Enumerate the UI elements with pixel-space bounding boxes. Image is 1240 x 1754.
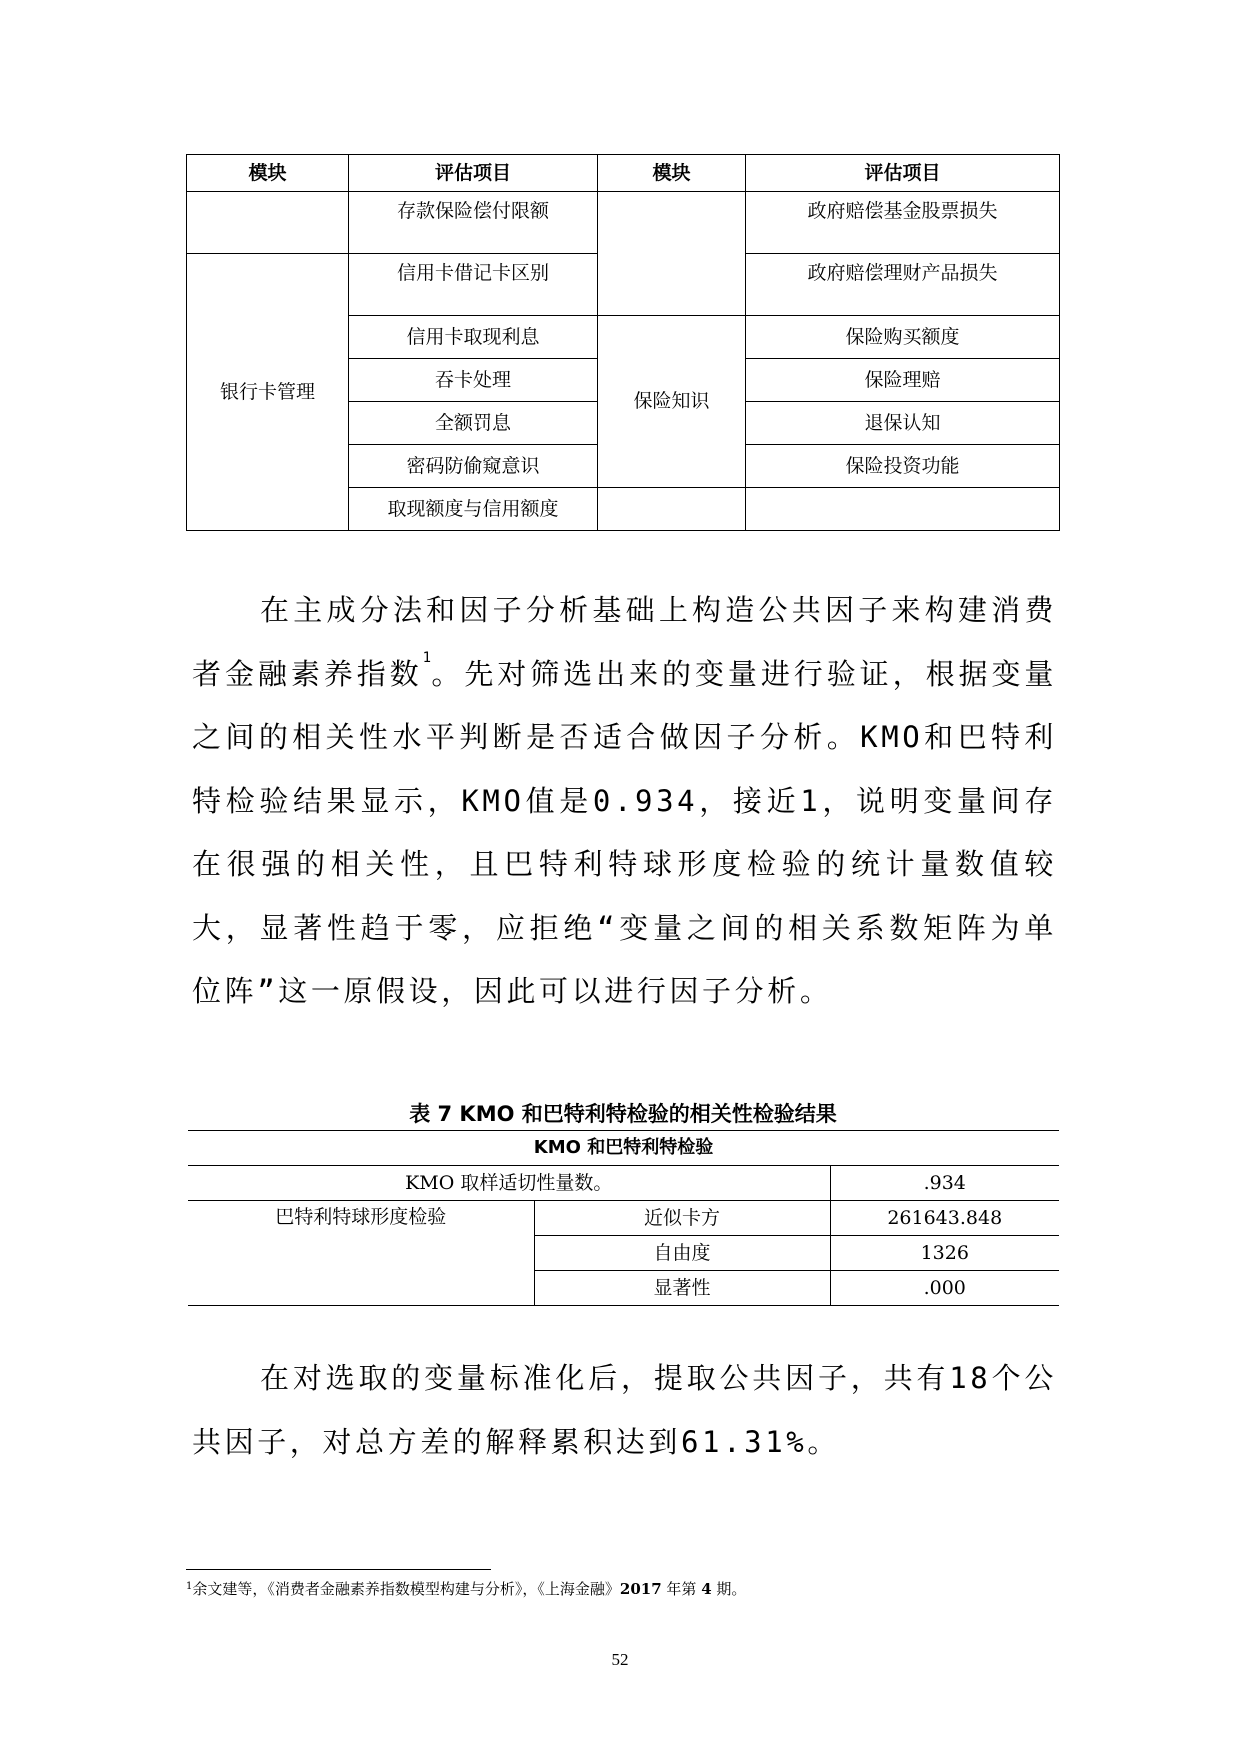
paragraph-text: 。先对筛选出来的变量进行验证，根据变量之间的相关性水平判断是否适合做因子分析。KMO和巴特利特检验结果显示，KMO值是0.934，接近1，说明变量间存在很强的相关性，且巴特利特球形度检验的统计量数值较大，显著性趋于零，应拒绝“变量之间的相关系数矩阵为单位阵”这一原假设，因此可以进行因子分析。 [192, 656, 1058, 1008]
item-cell: 全额罚息 [349, 402, 598, 445]
item-cell: 密码防偷窥意识 [349, 445, 598, 488]
kmo-bartlett-table [188, 1130, 1059, 1306]
module-cell [598, 192, 746, 316]
table-row [188, 1201, 1059, 1236]
module-cell [187, 192, 349, 254]
module-cell [598, 488, 746, 531]
assessment-items-table [186, 154, 1060, 531]
module-cell-bank-card: 银行卡管理 [187, 254, 349, 531]
table-row [188, 1166, 1059, 1201]
table-header-row [187, 155, 1060, 192]
kmo-value-cell: .934 [830, 1166, 1059, 1201]
header-item-1: 评估项目 [349, 155, 598, 192]
item-cell: 保险理赔 [746, 359, 1060, 402]
footnote-reference: 1 [422, 649, 432, 666]
table-header-row [188, 1131, 1059, 1166]
kmo-label-cell: KMO 取样适切性量数。 [188, 1166, 830, 1201]
item-cell: 信用卡取现利息 [349, 316, 598, 359]
item-cell: 保险投资功能 [746, 445, 1060, 488]
bartlett-label-cell: 巴特利特球形度检验 [188, 1201, 534, 1306]
paragraph-text: 在主成分法和因子分析基础上构造公共因子来构建消费者金融素养指数 [192, 593, 1057, 691]
body-paragraph-2: 在对选取的变量标准化后，提取公共因子，共有18个公共因子，对总方差的解释累积达到61.31%。 [192, 1361, 1057, 1459]
stat-value-cell: 261643.848 [830, 1201, 1059, 1236]
footnote-divider [186, 1569, 491, 1570]
item-cell: 信用卡借记卡区别 [349, 254, 598, 316]
item-cell: 取现额度与信用额度 [349, 488, 598, 531]
item-cell: 退保认知 [746, 402, 1060, 445]
item-cell: 政府赔偿理财产品损失 [746, 254, 1060, 316]
stat-label-cell: 显著性 [534, 1271, 830, 1306]
body-paragraph-1 [192, 579, 1057, 1024]
stat-value-cell: .000 [830, 1271, 1059, 1306]
item-cell: 存款保险偿付限额 [349, 192, 598, 254]
table-caption: 表 7 KMO 和巴特利特检验的相关性检验结果 [409, 1102, 837, 1126]
footnote-text: 年第 [661, 1580, 702, 1598]
table-header: KMO 和巴特利特检验 [188, 1131, 1059, 1166]
module-cell-insurance: 保险知识 [598, 316, 746, 488]
header-module-2: 模块 [598, 155, 746, 192]
item-cell: 保险购买额度 [746, 316, 1060, 359]
item-cell: 吞卡处理 [349, 359, 598, 402]
item-cell: 政府赔偿基金股票损失 [746, 192, 1060, 254]
header-module-1: 模块 [187, 155, 349, 192]
page-number: 52 [611, 1650, 629, 1669]
footnote [186, 1578, 1060, 1600]
item-cell [746, 488, 1060, 531]
stat-value-cell: 1326 [830, 1236, 1059, 1271]
stat-label-cell: 近似卡方 [534, 1201, 830, 1236]
footnote-text: 余文建等，《消费者金融素养指数模型构建与分析》，《上海金融》 [192, 1580, 620, 1598]
footnote-text: 期。 [711, 1580, 747, 1598]
footnote-marker: 1 [186, 1581, 193, 1592]
footnote-year: 2017 [619, 1580, 662, 1598]
stat-label-cell: 自由度 [534, 1236, 830, 1271]
table-row [187, 192, 1060, 254]
header-item-2: 评估项目 [746, 155, 1060, 192]
footnote-issue: 4 [701, 1580, 712, 1598]
